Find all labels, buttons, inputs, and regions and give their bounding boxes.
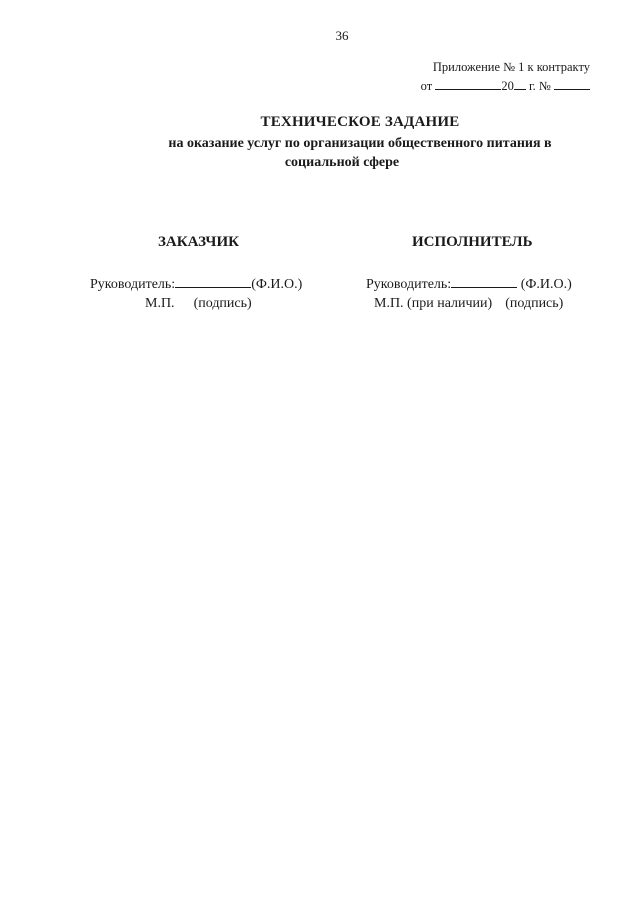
customer-seal-line <box>145 296 252 312</box>
contract-year-suffix: г. № <box>525 79 551 93</box>
page-number: 36 <box>335 28 349 43</box>
document-subtitle-line-1: на оказание услуг по организации общественного питания в <box>168 136 552 151</box>
customer-sign-label: Руководитель: <box>90 277 176 292</box>
executor-sign-label: Руководитель: <box>366 277 452 292</box>
contract-from-label: от <box>420 79 433 93</box>
executor-signature-blank <box>451 276 517 288</box>
document-title: ТЕХНИЧЕСКОЕ ЗАДАНИЕ <box>260 114 460 130</box>
executor-name-hint: (Ф.И.О.) <box>517 277 572 292</box>
customer-signature-line <box>90 276 302 293</box>
contract-date-blank <box>435 78 501 90</box>
document-subtitle-line-2: социальной сфере <box>284 155 400 170</box>
customer-name-hint: (Ф.И.О.) <box>251 277 303 292</box>
executor-heading: ИСПОЛНИТЕЛЬ <box>412 234 533 250</box>
customer-signature-blank <box>175 276 251 288</box>
customer-heading: ЗАКАЗЧИК <box>158 234 239 250</box>
executor-seal-line <box>374 296 563 312</box>
executor-signature-line <box>366 276 572 293</box>
customer-signature-hint: (подпись) <box>193 296 252 311</box>
executor-signature-hint: (подпись) <box>505 296 564 311</box>
contract-year-prefix: 20 <box>501 79 514 93</box>
executor-seal: М.П. (при наличии) <box>374 296 493 311</box>
contract-year-blank <box>514 78 526 90</box>
customer-seal: М.П. <box>145 296 175 311</box>
appendix-reference: Приложение № 1 к контракту <box>432 60 590 74</box>
contract-number-blank <box>554 78 590 90</box>
contract-reference <box>421 78 590 94</box>
